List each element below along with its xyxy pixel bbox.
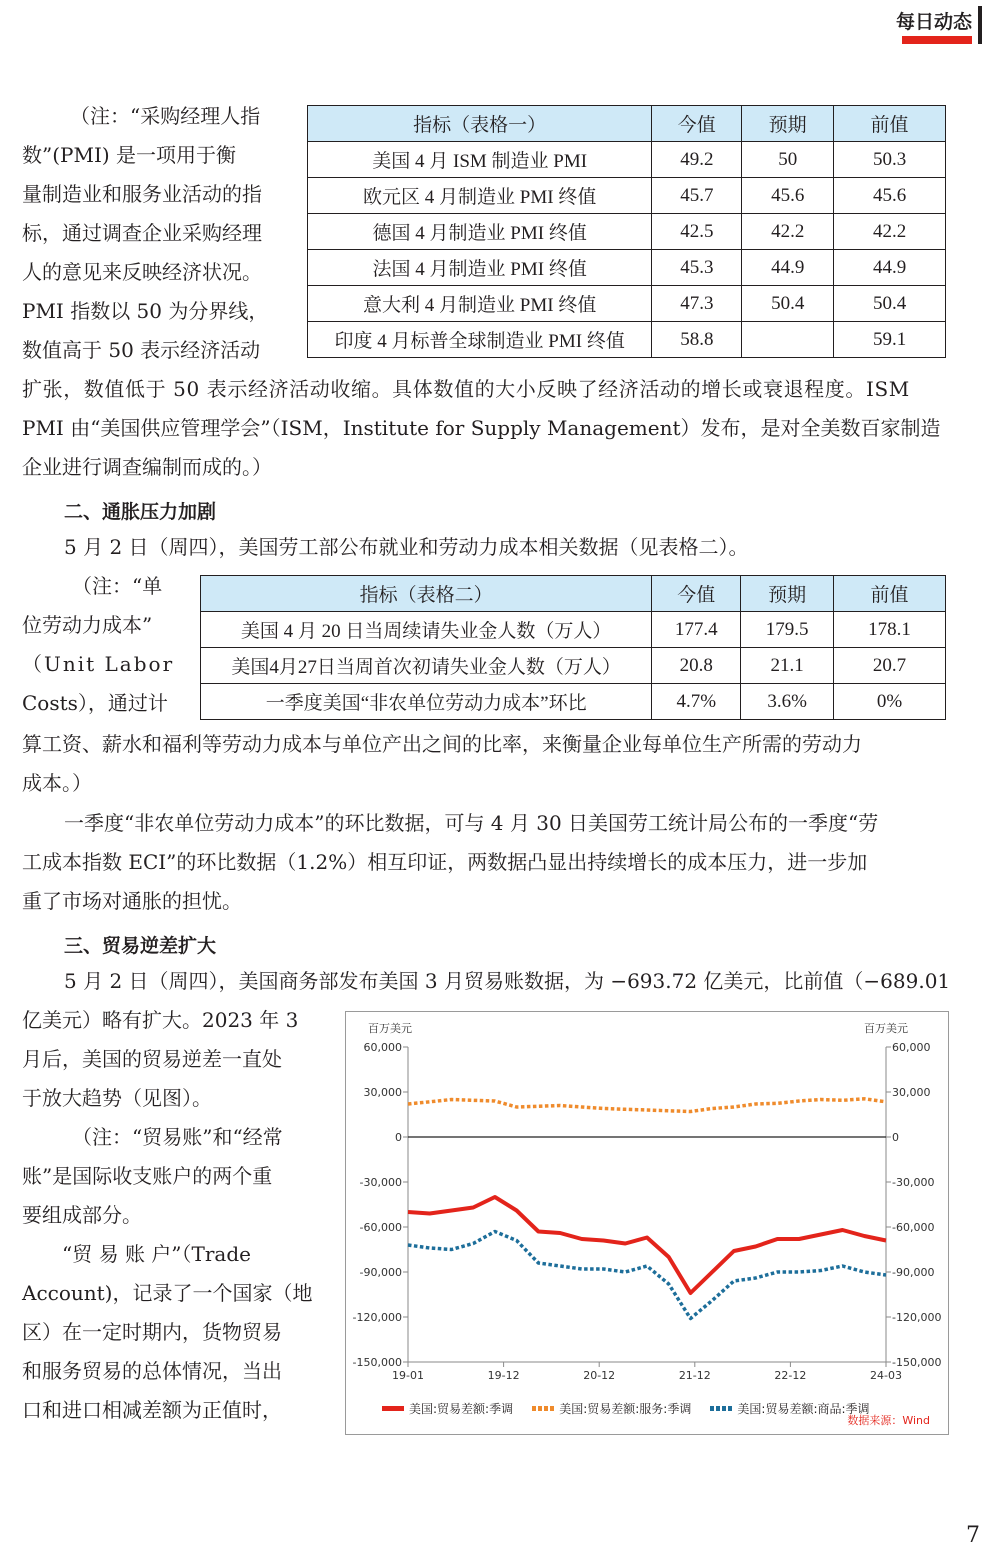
legend-swatch: [710, 1406, 732, 1411]
column-header: 预期: [741, 576, 834, 612]
y-tick-label-right: -150,000: [892, 1356, 942, 1369]
table-cell: 45.3: [652, 250, 742, 286]
legend-item: [532, 1400, 691, 1417]
text-line: 位劳动力成本”: [22, 613, 153, 637]
x-tick-label: 22-12: [774, 1369, 807, 1382]
table-row: [308, 286, 946, 322]
section-label: 每日动态: [896, 11, 973, 33]
section-heading: 三、贸易逆差扩大: [64, 935, 217, 957]
text-line: 月后，美国的贸易逆差一直处: [22, 1047, 282, 1071]
table-cell: 50.4: [834, 286, 946, 322]
table-cell: 欧元区 4 月制造业 PMI 终值: [308, 178, 652, 214]
table-cell: 一季度美国“非农单位劳动力成本”环比: [201, 684, 652, 720]
table-row: [308, 214, 946, 250]
text-line: 账”是国际收支账户的两个重: [22, 1164, 273, 1188]
text-line: 口和进口相减差额为正值时，: [22, 1398, 282, 1422]
text-line: 扩张，数值低于 50 表示经济活动收缩。具体数值的大小反映了经济活动的增长或衰退程度。ISM: [22, 377, 910, 401]
table-row: [308, 178, 946, 214]
y-tick-label-left: -120,000: [352, 1311, 402, 1324]
y-unit-right: 百万美元: [864, 1022, 908, 1035]
table-cell: [742, 322, 834, 358]
x-tick-label: 21-12: [678, 1369, 711, 1382]
table-cell: 印度 4 月标普全球制造业 PMI 终值: [308, 322, 652, 358]
text-line: （Unit Labor: [22, 652, 175, 676]
table-cell: 50: [742, 142, 834, 178]
column-header: 指标（表格二）: [201, 576, 652, 612]
table-cell: 45.7: [652, 178, 742, 214]
table-cell: 42.2: [742, 214, 834, 250]
y-tick-label-left: -150,000: [352, 1356, 402, 1369]
table-cell: 49.2: [652, 142, 742, 178]
note2-left: [22, 567, 192, 723]
chart-svg: [346, 1012, 948, 1434]
text-line: （注：“采购经理人指: [70, 104, 261, 128]
text-line: 企业进行调查编制而成的。）: [22, 455, 272, 479]
y-tick-label-left: 60,000: [363, 1041, 402, 1054]
column-header: 指标（表格一）: [308, 106, 652, 142]
chart-source: 数据来源：Wind: [847, 1414, 930, 1427]
x-tick-label: 19-01: [392, 1369, 424, 1382]
text-line: 算工资、薪水和福利等劳动力成本与单位产出之间的比率，来衡量企业每单位生产所需的劳动力: [22, 732, 862, 756]
y-tick-label-right: -90,000: [892, 1266, 935, 1279]
text-line: 标，通过调查企业采购经理: [22, 221, 262, 245]
section2-paragraph: [22, 804, 952, 921]
table-cell: 美国4月27日当周首次初请失业金人数（万人）: [201, 648, 652, 684]
text-line: 区）在一定时期内，货物贸易: [22, 1320, 282, 1344]
text-line: （注：“贸易账”和“经常: [72, 1125, 283, 1149]
table-cell: 20.8: [652, 648, 741, 684]
text-line: 量制造业和服务业活动的指: [22, 182, 262, 206]
y-tick-label-left: 0: [395, 1131, 402, 1144]
table-cell: 44.9: [742, 250, 834, 286]
column-header: 今值: [652, 106, 742, 142]
legend-label: 美国:贸易差额:商品:季调: [737, 1402, 870, 1416]
y-tick-label-right: -30,000: [892, 1176, 935, 1189]
series-line-1: [408, 1099, 886, 1112]
table-cell: 45.6: [742, 178, 834, 214]
section3-left: [22, 1001, 332, 1430]
column-header: 今值: [652, 576, 741, 612]
table-cell: 0%: [834, 684, 946, 720]
text-line: 一季度“非农单位劳动力成本”的环比数据，可与 4 月 30 日美国劳工统计局公布的一季度“劳: [64, 811, 879, 835]
table-cell: 3.6%: [741, 684, 834, 720]
text-line: 人的意见来反映经济状况。: [22, 260, 262, 284]
header-accent-bar: [902, 36, 972, 44]
trade-balance-chart: [345, 1011, 949, 1435]
header-divider: [978, 6, 982, 44]
text-line: Account)，记录了一个国家（地: [22, 1281, 313, 1305]
y-tick-label-right: 0: [892, 1131, 899, 1144]
column-header: 前值: [834, 106, 946, 142]
section3-intro: 5 月 2 日（周四），美国商务部发布美国 3 月贸易账数据，为 −693.72 亿美元，比前值（−689.01: [64, 969, 951, 993]
y-tick-label-left: 30,000: [363, 1086, 402, 1099]
y-tick-label-right: 60,000: [892, 1041, 931, 1054]
table-cell: 法国 4 月制造业 PMI 终值: [308, 250, 652, 286]
series-line-0: [408, 1197, 886, 1293]
series-line-2: [408, 1232, 886, 1319]
table-cell: 德国 4 月制造业 PMI 终值: [308, 214, 652, 250]
column-header: 预期: [742, 106, 834, 142]
section-heading: 二、通胀压力加剧: [64, 501, 217, 523]
table-row: [308, 250, 946, 286]
table-header-row: [308, 106, 946, 142]
table-cell: 美国 4 月 20 日当周续请失业金人数（万人）: [201, 612, 652, 648]
page-number: 7: [966, 1523, 980, 1548]
table-row: [201, 612, 946, 648]
table-cell: 意大利 4 月制造业 PMI 终值: [308, 286, 652, 322]
text-line: PMI 指数以 50 为分界线，: [22, 299, 269, 323]
text-line: 重了市场对通胀的担忧。: [22, 889, 242, 913]
table-row: [201, 648, 946, 684]
legend-swatch: [532, 1406, 554, 1411]
legend-item: [710, 1400, 869, 1417]
note2-full: [22, 725, 952, 803]
y-tick-label-left: -60,000: [359, 1221, 402, 1234]
note1-full: [22, 370, 952, 487]
table-row: [308, 322, 946, 358]
y-tick-label-left: -90,000: [359, 1266, 402, 1279]
text-line: 于放大趋势（见图）。: [22, 1086, 212, 1110]
text-line: 数”(PMI) 是一项用于衡: [22, 143, 237, 167]
text-line: 和服务贸易的总体情况，当出: [22, 1359, 282, 1383]
table-cell: 45.6: [834, 178, 946, 214]
table-cell: 178.1: [834, 612, 946, 648]
table-cell: 177.4: [652, 612, 741, 648]
legend-item: [382, 1400, 513, 1417]
table-cell: 21.1: [741, 648, 834, 684]
table-cell: 47.3: [652, 286, 742, 322]
table-cell: 59.1: [834, 322, 946, 358]
column-header: 前值: [834, 576, 946, 612]
table-cell: 50.4: [742, 286, 834, 322]
y-tick-label-right: 30,000: [892, 1086, 931, 1099]
labor-table: [200, 575, 946, 720]
y-tick-label-right: -120,000: [892, 1311, 942, 1324]
table-cell: 42.2: [834, 214, 946, 250]
text-line: 要组成部分。: [22, 1203, 142, 1227]
y-tick-label-right: -60,000: [892, 1221, 935, 1234]
pmi-table: [307, 105, 946, 358]
text-line: 成本。）: [22, 771, 92, 795]
x-tick-label: 19-12: [487, 1369, 520, 1382]
text-line: 亿美元）略有扩大。2023 年 3: [22, 1008, 299, 1032]
table-row: [201, 684, 946, 720]
text-line: 数值高于 50 表示经济活动: [22, 338, 261, 362]
section2-intro: 5 月 2 日（周四），美国劳工部公布就业和劳动力成本相关数据（见表格二）。: [64, 535, 749, 559]
legend-label: 美国:贸易差额:季调: [409, 1402, 514, 1416]
y-unit-left: 百万美元: [368, 1022, 412, 1035]
table-cell: 42.5: [652, 214, 742, 250]
table-cell: 美国 4 月 ISM 制造业 PMI: [308, 142, 652, 178]
text-line: （注：“单: [72, 574, 163, 598]
table-cell: 58.8: [652, 322, 742, 358]
table-cell: 44.9: [834, 250, 946, 286]
table-cell: 20.7: [834, 648, 946, 684]
text-line: “贸 易 账 户”（Trade: [62, 1242, 251, 1266]
table-header-row: [201, 576, 946, 612]
text-line: PMI 由“美国供应管理学会”（ISM，Institute for Supply Management）发布，是对全美数百家制造: [22, 416, 941, 440]
table-cell: 179.5: [741, 612, 834, 648]
legend-swatch: [382, 1406, 404, 1411]
text-line: Costs），通过计: [22, 691, 168, 715]
legend-label: 美国:贸易差额:服务:季调: [559, 1402, 692, 1416]
table-cell: 50.3: [834, 142, 946, 178]
table-cell: 4.7%: [652, 684, 741, 720]
y-tick-label-left: -30,000: [359, 1176, 402, 1189]
text-line: 工成本指数 ECI”的环比数据（1.2%）相互印证，两数据凸显出持续增长的成本压力，进一步加: [22, 850, 868, 874]
x-tick-label: 24-03: [870, 1369, 902, 1382]
x-tick-label: 20-12: [583, 1369, 616, 1382]
table-row: [308, 142, 946, 178]
note1-left: [22, 97, 290, 370]
